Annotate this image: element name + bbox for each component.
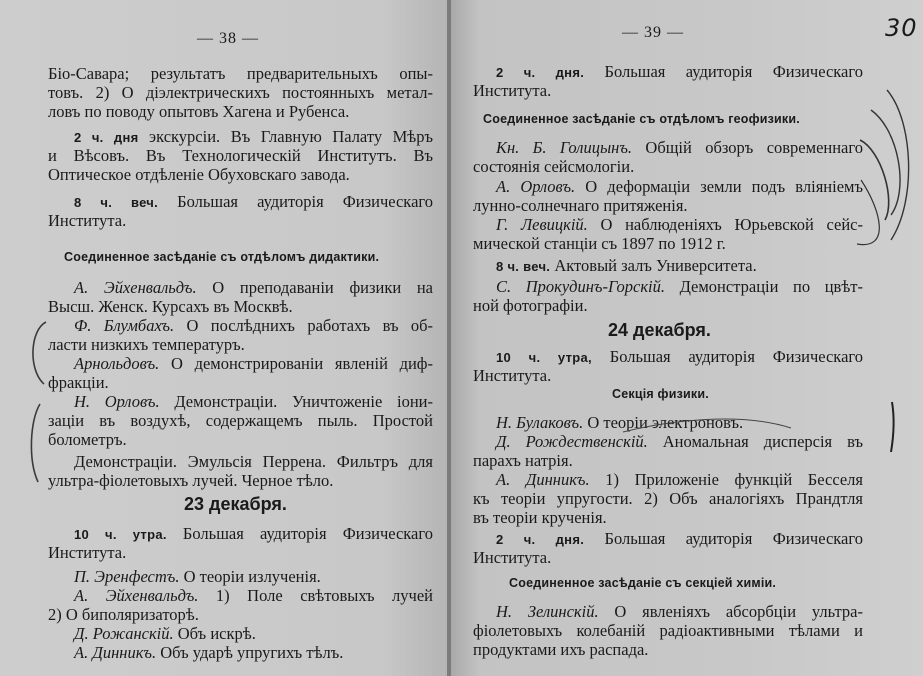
section-heading-geophysics: Соединенное засѣданіе съ отдѣломъ геофизики. [483,112,800,126]
author-name: А. Эйхенвальдъ. [74,586,199,605]
text-line: товъ. 2) О діэлектрическихъ постоянныхъ метал- [48,83,433,102]
text-line: мической станціи съ 1897 по 1912 г. [473,234,726,253]
author-name: С. Прокудинъ-Горскій. [496,277,665,296]
text-line: Н. Зелинскій. О явленіяхъ абсорбціи ультра- [496,602,863,621]
time-label: 2 ч. дня [74,130,139,145]
author-name: П. Эренфестъ. [74,567,180,586]
page-number: — 38 — [197,30,259,47]
handwritten-page-mark: 30 [885,14,918,42]
text-line: 2 ч. дня. Большая аудиторія Физическаго [496,62,863,81]
text-line: ласти низкихъ температуръ. [48,335,245,354]
text-line: Оптическое отдѣленіе Обуховскаго завода. [48,165,350,184]
author-name: Кн. Б. Голицынъ. [496,138,633,157]
author-name: Ф. Блумбахъ. [74,316,175,335]
text-line: Института. [48,211,127,230]
text-line: А. Эйхенвальдъ. О преподаваніи физики на [74,278,433,297]
author-name: Н. Орловъ. [74,392,160,411]
page-number: — 39 — [622,24,684,41]
text-line: Біо-Савара; результатъ предварительныхъ опы- [48,64,433,83]
text-line: А. Эйхенвальдъ. 1) Поле свѣтовыхъ лучей [74,586,433,605]
text-line: Высш. Женск. Курсахъ въ Москвѣ. [48,297,293,316]
text-line: фракціи. [48,373,109,392]
text-line: состоянія сейсмологіи. [473,157,635,176]
author-name: Г. Левицкій. [496,215,588,234]
text-line: 2 ч. дня. Большая аудиторія Физическаго [496,529,863,548]
text-line: С. Прокудинъ-Горскій. Демонстраціи по цвѣт- [496,277,863,296]
text-line: Института. [473,366,552,385]
date-heading: 23 декабря. [184,494,287,514]
text-line: Института. [473,548,552,567]
text-line: фіолетовыхъ колебаній радіоактивными тѣлами и [473,621,863,640]
author-name: А. Орловъ. [496,177,576,196]
date-heading: 24 декабря. [608,320,711,340]
author-name: Н. Булаковъ. [496,413,584,432]
text-line: лунно-солнечнаго притяженія. [473,196,688,215]
time-label: 10 ч. утра, [496,350,592,365]
pencil-marks-left [0,0,449,676]
text-line: ловъ по поводу опытовъ Хагена и Рубенса. [48,102,350,121]
author-name: А. Эйхенвальдъ. [74,278,197,297]
text-line: болометръ. [48,430,127,449]
text-line: 8 ч. веч. Большая аудиторія Физическаго [74,192,433,211]
text-line: А. Динникъ. 1) Приложеніе функцій Бесселя [496,470,863,489]
text-line: Кн. Б. Голицынъ. Общій обзоръ современнаго [496,138,863,157]
text-line: въ теоріи крученія. [473,508,607,527]
section-heading-chemistry: Соединенное засѣданіе съ секціей химіи. [509,576,777,590]
section-heading-didactics: Соединенное засѣданіе съ отдѣломъ дидактики. [64,250,380,264]
author-name: Д. Рожанскій. [74,624,174,643]
text-line: Демонстраціи. Эмульсія Перрена. Фильтръ для [74,452,433,471]
author-name: А. Динникъ. [496,470,590,489]
text-line: 10 ч. утра. Большая аудиторія Физическаго [74,524,433,543]
text-line: заціи въ воздухѣ, содержащемъ пыль. Простой [48,411,433,430]
text-line: 2 ч. дня экскурсіи. Въ Главную Палату Мѣръ [74,127,434,146]
time-label: 8 ч. веч. [496,259,551,274]
text-line: 8 ч. веч. Актовый залъ Университета. [496,256,757,275]
time-label: 2 ч. дня. [496,532,585,547]
text-line: Г. Левицкій. О наблюденіяхъ Юрьевской сейс- [496,215,864,234]
text-line: ультра-фіолетовыхъ лучей. Черное тѣло. [48,471,334,490]
text-line: П. Эренфестъ. О теоріи излученія. [74,567,321,586]
pencil-marks-right [451,0,923,676]
text-line: А. Орловъ. О деформаціи земли подъ вліяніемъ [496,177,863,196]
time-label: 10 ч. утра. [74,527,167,542]
text-line: 10 ч. утра, Большая аудиторія Физическаго [496,347,863,366]
left-page [0,0,449,676]
text-line: Арнольдовъ. О демонстрированіи явленій диф- [74,354,433,373]
text-line: ной фотографіи. [473,296,588,315]
text-line: Д. Рождественскій. Аномальная дисперсія въ [496,432,864,451]
time-label: 2 ч. дня. [496,65,585,80]
text-line: Н. Орловъ. Демонстраціи. Уничтоженіе іони- [74,392,433,411]
author-name: Н. Зелинскій. [496,602,599,621]
text-line: продуктами ихъ распада. [473,640,649,659]
text-line: Института. [48,543,127,562]
text-line: 2) О биполяризаторѣ. [48,605,199,624]
text-line: Д. Рожанскій. Объ искрѣ. [74,624,256,643]
right-page [451,0,923,676]
text-line: Института. [473,81,552,100]
author-name: А. Динникъ. [74,643,157,662]
time-label: 8 ч. веч. [74,195,159,210]
text-line: А. Динникъ. Объ ударѣ упругихъ тѣлъ. [74,643,344,662]
author-name: Арнольдовъ. [74,354,160,373]
text-line: къ теоріи упругости. 2) Объ аналогіяхъ Прандтля [473,489,863,508]
author-name: Д. Рождественскій. [496,432,648,451]
text-line: парахъ натрія. [473,451,573,470]
text-line: Ф. Блумбахъ. О послѣднихъ работахъ въ об- [74,316,434,335]
section-heading-physics: Секція физики. [612,387,709,401]
text-line: и Вѣсовъ. Въ Технологическій Институтъ. Въ [48,146,433,165]
text-line: Н. Булаковъ. О теоріи электроновъ. [496,413,744,432]
